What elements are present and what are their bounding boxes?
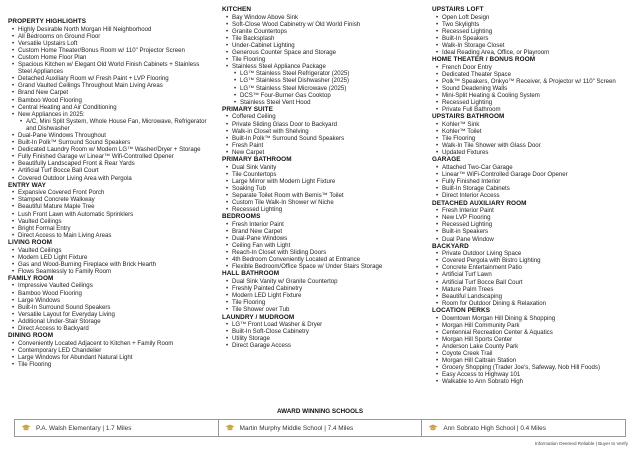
feature-item: • Beautifully Landscaped Front & Rear Yards <box>8 160 208 167</box>
feature-list <box>8 247 208 275</box>
feature-item: • Soft-Close Wood Cabinetry w/ Old World Finish <box>222 21 422 28</box>
feature-item: • Beautiful Landscaping <box>432 293 632 300</box>
feature-item: • Morgan Hill Community Park <box>432 322 632 329</box>
feature-item: • Recessed Lighting <box>432 221 632 228</box>
feature-list <box>432 164 632 199</box>
schools-bar <box>14 419 626 437</box>
feature-item: • Contemporary LED Chandelier <box>8 347 208 354</box>
section-title: UPSTAIRS LOFT <box>432 6 484 13</box>
feature-item: • Centennial Recreation Center & Aquatics <box>432 329 632 336</box>
feature-item: • Artificial Turf Bocce Ball Court <box>432 279 632 286</box>
feature-item: • Beautiful Mature Maple Tree <box>8 203 208 210</box>
feature-item: • Versatile Upstairs Loft <box>8 40 208 47</box>
feature-item: • Built-In Soft-Close Cabinetry <box>222 328 422 335</box>
feature-item: • Dual-Pane Windows Throughout <box>8 132 208 139</box>
feature-item: • Direct Garage Access <box>222 342 422 349</box>
feature-item: • Dedicated Laundry Room w/ Modern LG™ Washer/Dryer + Storage <box>8 146 208 153</box>
feature-item: • Custom Tile Walk-In Shower w/ Niche <box>222 199 422 206</box>
mortarboard-icon <box>21 424 31 432</box>
feature-item: • Coffered Ceiling <box>222 113 422 120</box>
feature-item: • Expansive Covered Front Porch <box>8 189 208 196</box>
school-high <box>421 420 625 436</box>
feature-list <box>432 207 632 242</box>
feature-list <box>8 282 208 332</box>
feature-item: • Stamped Concrete Walkway <box>8 196 208 203</box>
school-elementary-label: P.A. Walsh Elementary | 1.7 Miles <box>36 424 132 432</box>
feature-item: • LG™ Stainless Steel Refrigerator (2025) <box>222 70 422 77</box>
feature-item: • Custom Home Floor Plan <box>8 54 208 61</box>
feature-item: • Bamboo Wood Flooring <box>8 290 208 297</box>
feature-list <box>432 121 632 156</box>
feature-item: • Walk-In Tile Shower with Glass Door <box>432 142 632 149</box>
feature-item: • Ideal Reading Area, Office, or Playroom <box>432 49 632 56</box>
section <box>8 275 208 332</box>
feature-item: • New Appliances in 2025: <box>8 111 208 118</box>
section <box>8 239 208 275</box>
feature-list <box>432 14 632 57</box>
feature-item: • Large Windows for Abundant Natural Light <box>8 354 208 361</box>
feature-item: • Attached Two-Car Garage <box>432 164 632 171</box>
feature-item: • DCS™ Four-Burner Gas Cooktop <box>222 92 422 99</box>
feature-item: • New Carpet <box>222 149 422 156</box>
feature-item: • Vaulted Ceilings <box>8 218 208 225</box>
feature-item: • Vaulted Ceilings <box>8 247 208 254</box>
feature-item: • Anderson Lake County Park <box>432 343 632 350</box>
feature-item: • Linear™ WiFi-Controlled Garage Door Opener <box>432 171 632 178</box>
feature-item: • Updated Fixtures <box>432 149 632 156</box>
feature-item: • Fresh Paint <box>222 142 422 149</box>
section <box>432 56 632 113</box>
feature-item: • Highly Desirable North Morgan Hill Neighborhood <box>8 26 208 33</box>
feature-item: • Covered Outdoor Living Area with Pergola <box>8 175 208 182</box>
section <box>432 113 632 156</box>
feature-item: • Flexible Bedroom/Office Space w/ Under Stairs Storage <box>222 263 422 270</box>
feature-item: • Grocery Shopping (Trader Joe's, Safeway, Nob Hill Foods) <box>432 364 632 371</box>
section-title: DETACHED AUXILIARY ROOM <box>432 199 527 207</box>
section-title: LOCATION PERKS <box>432 306 491 314</box>
column-3 <box>432 6 632 385</box>
feature-item: • LG™ Front Load Washer & Dryer <box>222 321 422 328</box>
section <box>222 6 422 106</box>
section-title: FAMILY ROOM <box>8 274 54 282</box>
feature-item: • Utility Storage <box>222 335 422 342</box>
feature-list <box>8 26 208 182</box>
section-title: BEDROOMS <box>222 213 261 221</box>
feature-item: • Kohler™ Toilet <box>432 128 632 135</box>
section <box>8 182 208 239</box>
section <box>8 332 208 368</box>
feature-item: • Conveniently Located Adjacent to Kitchen + Family Room <box>8 340 208 347</box>
feature-item: • Reach-In Closet with Sliding Doors <box>222 249 422 256</box>
feature-item: • Covered Pergola with Bistro Lighting <box>432 257 632 264</box>
section-title: UPSTAIRS BATHROOM <box>432 113 505 121</box>
section <box>432 156 632 199</box>
feature-item: • Separate Toilet Room with Bemis™ Toilet <box>222 192 422 199</box>
section <box>222 314 422 350</box>
school-elementary <box>15 420 218 436</box>
feature-item: • Recessed Lighting <box>432 99 632 106</box>
feature-item: • Bay Window Above Sink <box>222 14 422 21</box>
feature-item: • Tile Shower over Tub <box>222 306 422 313</box>
section <box>432 243 632 307</box>
feature-item: • Stainless Steel Appliance Package <box>222 63 422 70</box>
feature-item: • Dedicated Theater Space <box>432 71 632 78</box>
section <box>222 156 422 213</box>
feature-item: • French Door Entry <box>432 64 632 71</box>
section-title: ENTRY WAY <box>8 181 46 189</box>
section-title: HOME THEATER / BONUS ROOM <box>432 56 536 64</box>
section-title: HALL BATHROOM <box>222 270 280 278</box>
feature-list <box>222 278 422 313</box>
feature-item: • Built-In Speakers <box>432 35 632 42</box>
feature-item: • Direct Interior Access <box>432 192 632 199</box>
feature-list <box>222 321 422 349</box>
feature-list <box>8 340 208 368</box>
feature-item: • Tile Flooring <box>432 135 632 142</box>
feature-item: • Walkable to Ann Sobrato High <box>432 378 632 385</box>
feature-item: • Fresh Interior Paint <box>432 207 632 214</box>
feature-item: • Dual Sink Vanity w/ Granite Countertop <box>222 278 422 285</box>
section-title: GARAGE <box>432 156 461 164</box>
feature-item: • Gas and Wood-Burning Fireplace with Brick Hearth <box>8 261 208 268</box>
feature-item: • Direct Access to Backyard <box>8 325 208 332</box>
feature-item: • Direct Access to Main Living Areas <box>8 232 208 239</box>
feature-item: • Impressive Vaulted Ceilings <box>8 282 208 289</box>
feature-item: • Built-In Polk™ Surround Sound Speakers <box>8 139 208 146</box>
feature-item: • Fully Finished Garage w/ Linear™ Wifi-Controlled Opener <box>8 153 208 160</box>
section-title: BACKYARD <box>432 242 469 250</box>
feature-item: • Dual Sink Vanity <box>222 164 422 171</box>
section-title: PRIMARY BATHROOM <box>222 155 292 163</box>
feature-item: • Tile Countertops <box>222 171 422 178</box>
feature-item: • Large Windows <box>8 297 208 304</box>
feature-item: • Easy Access to Highway 101 <box>432 371 632 378</box>
feature-item: • Sound Deadening Walls <box>432 85 632 92</box>
feature-item: • Flows Seamlessly to Family Room <box>8 268 208 275</box>
feature-item: • Kohler™ Sink <box>432 121 632 128</box>
feature-item: • New LVP Flooring <box>432 214 632 221</box>
feature-item: • Open Loft Design <box>432 14 632 21</box>
feature-item: • Built-In Surround Sound Speakers <box>8 304 208 311</box>
feature-item: • Private Full Bathroom <box>432 106 632 113</box>
feature-item: • Two Skylights <box>432 21 632 28</box>
feature-item: • Morgan Hill Sports Center <box>432 336 632 343</box>
feature-item: • Ceiling Fan with Light <box>222 242 422 249</box>
feature-item: • Brand New Carpet <box>222 228 422 235</box>
feature-item: • Soaking Tub <box>222 185 422 192</box>
section-title: DINING ROOM <box>8 332 54 340</box>
feature-item: • Bamboo Wood Flooring <box>8 97 208 104</box>
feature-list <box>222 164 422 214</box>
feature-item: • Fresh Interior Paint <box>222 221 422 228</box>
schools-title: AWARD WINNING SCHOOLS <box>276 408 364 415</box>
feature-item: • Generous Counter Space and Storage <box>222 49 422 56</box>
feature-list <box>432 315 632 386</box>
feature-item: • Walk-in Closet with Shelving <box>222 128 422 135</box>
feature-item: • Recessed Lighting <box>432 28 632 35</box>
feature-item: • Tile Flooring <box>222 56 422 63</box>
section-title: PROPERTY HIGHLIGHTS <box>8 18 87 25</box>
feature-item: • Artificial Turf Lawn <box>432 271 632 278</box>
feature-item: • Concrete Entertainment Patio <box>432 264 632 271</box>
feature-item: • Brand New Carpet <box>8 89 208 96</box>
mortarboard-icon <box>428 424 438 432</box>
feature-item: • Downtown Morgan Hill Dining & Shopping <box>432 315 632 322</box>
feature-item: • Polk™ Speakers, Onkyo™ Receiver, & Projector w/ 110" Screen <box>432 78 632 85</box>
feature-item: • Freshly Painted Cabinetry <box>222 285 422 292</box>
feature-item: • Built-In Polk™ Surround Sound Speakers <box>222 135 422 142</box>
section-title: LAUNDRY / MUDROOM <box>222 313 295 321</box>
column-1 <box>8 18 208 368</box>
feature-list <box>432 250 632 307</box>
feature-item: • Tile Backsplash <box>222 35 422 42</box>
section <box>432 307 632 386</box>
feature-item: • Dual Pane Window <box>432 236 632 243</box>
feature-item: • Dual-Pane Windows <box>222 235 422 242</box>
feature-list <box>222 14 422 106</box>
feature-item: • Mature Palm Trees <box>432 286 632 293</box>
feature-item: • Bright Formal Entry <box>8 225 208 232</box>
feature-item: • Artificial Turf Bocce Ball Court <box>8 167 208 174</box>
column-2 <box>222 6 422 350</box>
section-title: PRIMARY SUITE <box>222 105 274 113</box>
feature-item: • Recessed Lighting <box>222 206 422 213</box>
feature-list <box>8 189 208 239</box>
feature-item: • Built-in Speakers <box>432 228 632 235</box>
section <box>432 200 632 243</box>
feature-item: • Stainless Steel Vent Hood <box>222 99 422 106</box>
feature-item: • Morgan Hill Caltrain Station <box>432 357 632 364</box>
feature-item: • Additional Under-Stair Storage <box>8 318 208 325</box>
feature-item: • Private Outdoor Living Space <box>432 250 632 257</box>
feature-item: • Private Sliding Glass Door to Backyard <box>222 121 422 128</box>
feature-item: • Modern LED Light Fixture <box>8 254 208 261</box>
feature-item: • Spacious Kitchen w/ Elegant Old World Finish Cabinets + Stainless Steel Appliances <box>8 61 208 75</box>
feature-item: • All Bedrooms on Ground Floor <box>8 33 208 40</box>
feature-item: • Grand Vaulted Ceilings Throughout Main Living Areas <box>8 82 208 89</box>
feature-item: • Tile Flooring <box>8 361 208 368</box>
feature-item: • A/C, Mini Split System, Whole House Fan, Microwave, Refrigerator and Dishwasher <box>8 118 208 132</box>
disclaimer: Information Deemed Reliable | Buyer to Verify <box>534 441 628 446</box>
feature-list <box>222 113 422 156</box>
section-title: KITCHEN <box>222 6 252 13</box>
feature-item: • 4th Bedroom Conveniently Located at Entrance <box>222 256 422 263</box>
feature-list <box>432 64 632 114</box>
feature-list <box>222 221 422 271</box>
feature-item: • Versatile Layout for Everyday Living <box>8 311 208 318</box>
feature-item: • Coyote Creek Trail <box>432 350 632 357</box>
mortarboard-icon <box>225 424 235 432</box>
feature-item: • Lush Front Lawn with Automatic Sprinklers <box>8 211 208 218</box>
feature-item: • Modern LED Light Fixture <box>222 292 422 299</box>
feature-item: • Tile Flooring <box>222 299 422 306</box>
feature-item: • Granite Countertops <box>222 28 422 35</box>
section <box>8 18 208 182</box>
feature-item: • Custom Home Theater/Bonus Room w/ 110" Projector Screen <box>8 47 208 54</box>
school-middle-label: Martin Murphy Middle School | 7.4 Miles <box>239 424 354 432</box>
section-title: LIVING ROOM <box>8 238 53 246</box>
feature-item: • Fully Finished Interior <box>432 178 632 185</box>
feature-item: • Built-In Storage Cabinets <box>432 185 632 192</box>
feature-item: • Large Mirror with Modern Light Fixture <box>222 178 422 185</box>
section <box>222 106 422 156</box>
section <box>222 213 422 270</box>
feature-item: • Room for Outdoor Dining & Relaxation <box>432 300 632 307</box>
section <box>432 6 632 56</box>
feature-item: • LG™ Stainless Steel Dishwasher (2025) <box>222 77 422 84</box>
feature-item: • Mini-Split Heating & Cooling System <box>432 92 632 99</box>
section <box>222 270 422 313</box>
school-high-label: Ann Sobrato High School | 0.4 Miles <box>443 424 546 432</box>
school-middle <box>218 420 422 436</box>
feature-item: • Detached Auxiliary Room w/ Fresh Paint + LVP Flooring <box>8 75 208 82</box>
feature-item: • Under-Cabinet Lighting <box>222 42 422 49</box>
feature-item: • LG™ Stainless Steel Microwave (2025) <box>222 85 422 92</box>
feature-item: • Central Heating and Air Conditioning <box>8 104 208 111</box>
feature-item: • Walk-In Storage Closet <box>432 42 632 49</box>
